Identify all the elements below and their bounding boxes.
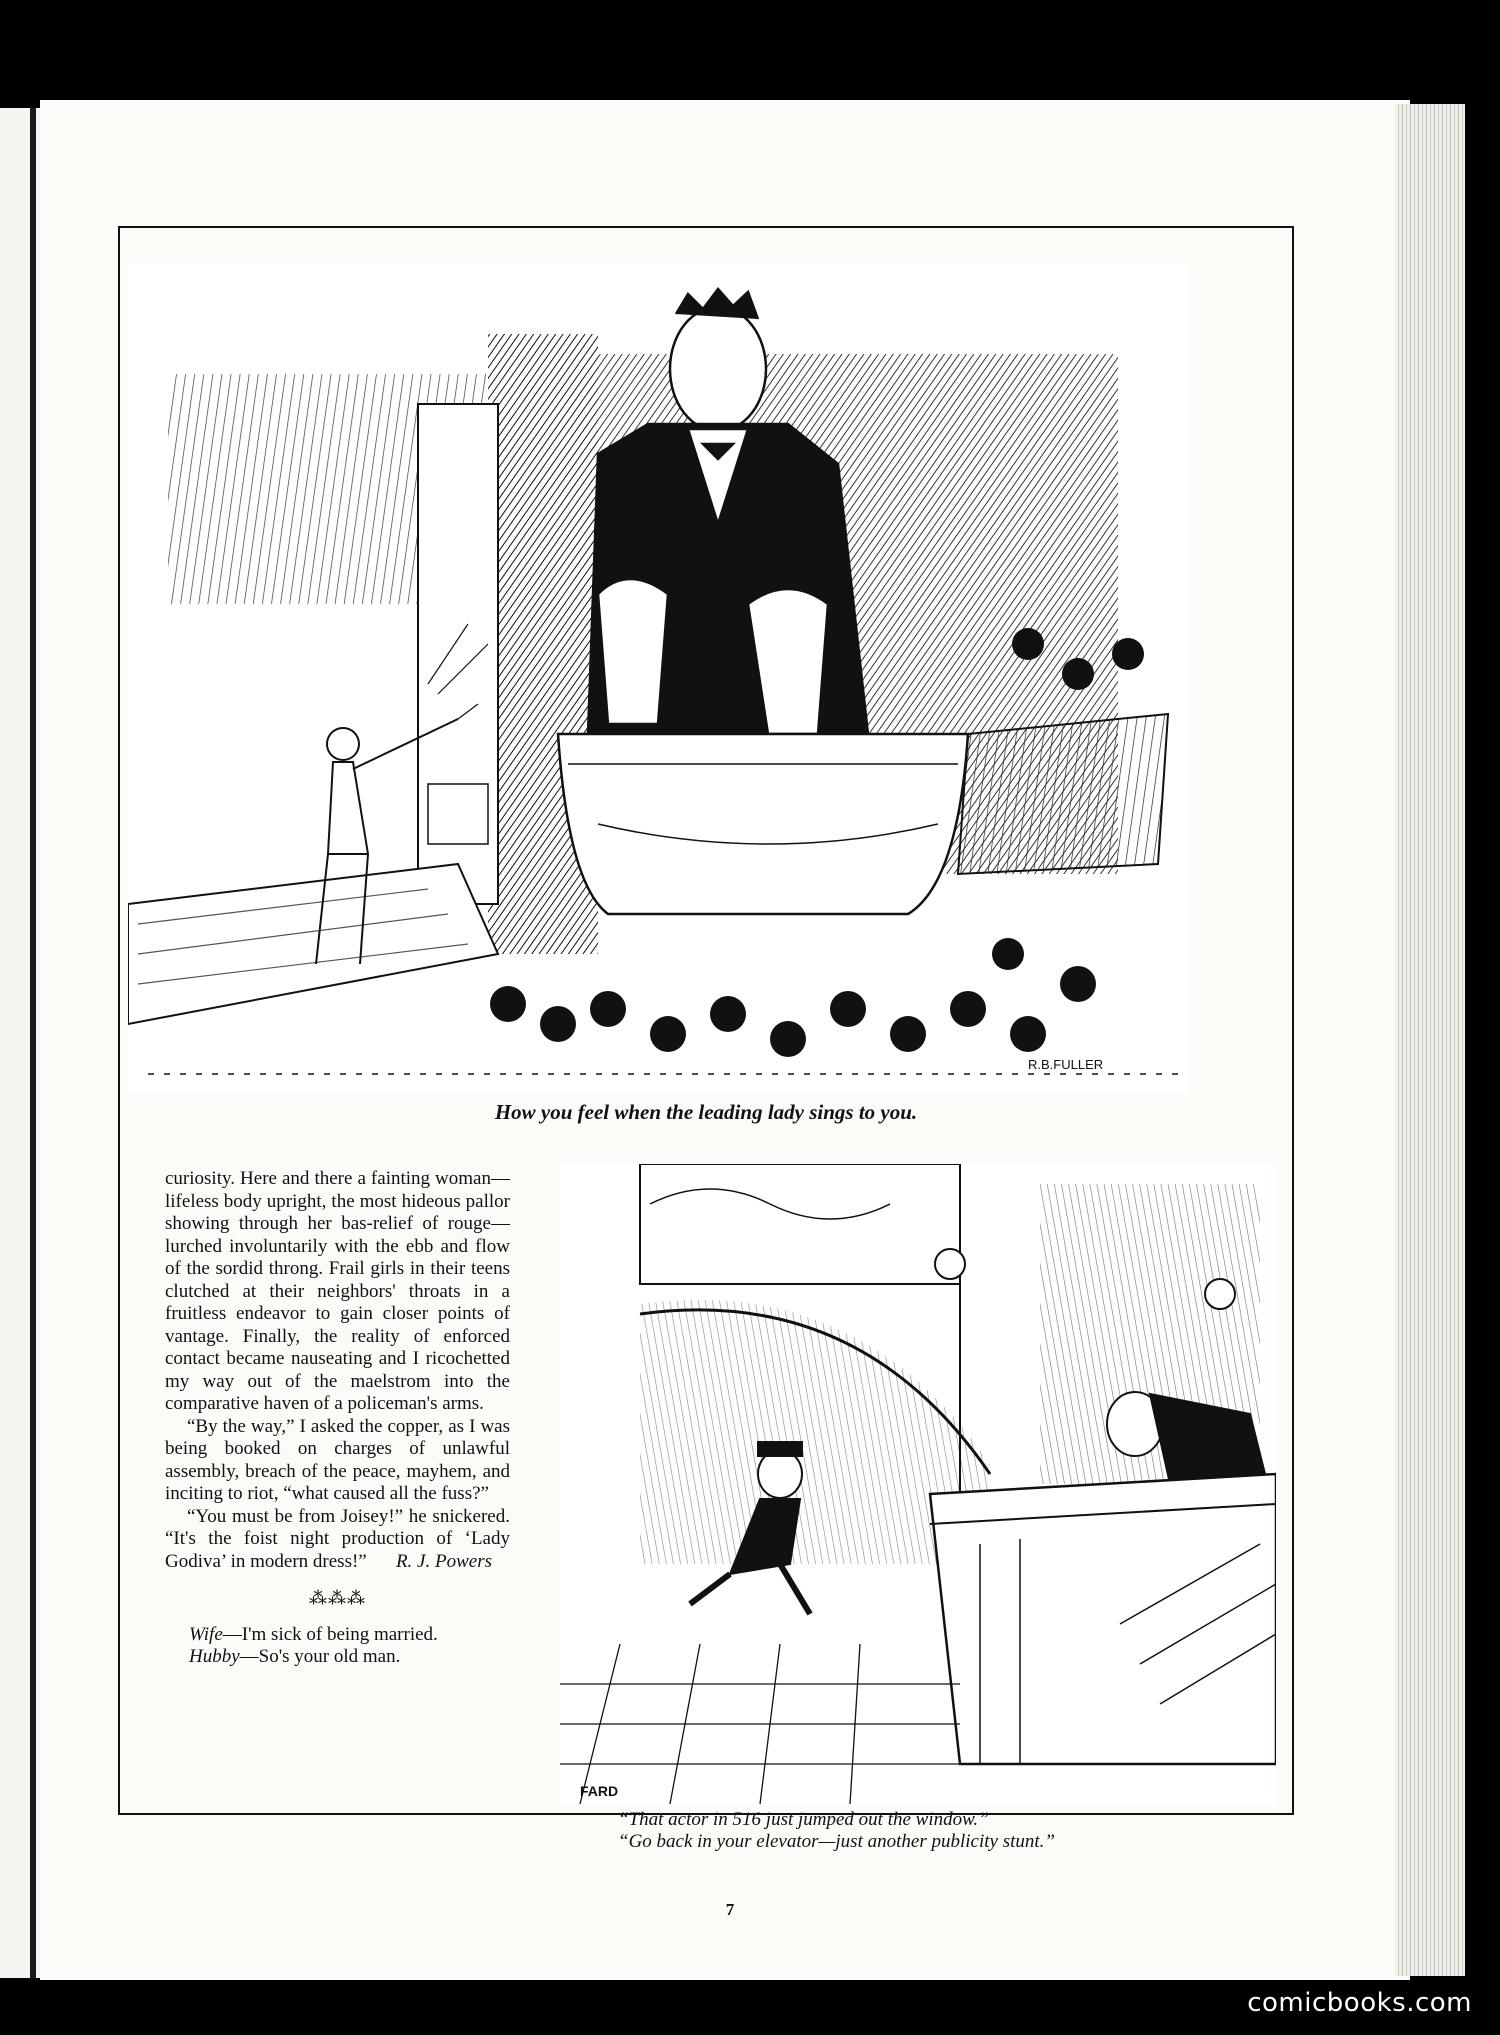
artist-signature-fuller: R.B.FULLER	[1028, 1057, 1104, 1072]
hotel-lobby-cartoon	[560, 1164, 1276, 1806]
theater-box-front	[558, 734, 968, 914]
bottom-cartoon-caption	[618, 1809, 1268, 1853]
joke-block	[165, 1624, 510, 1669]
facing-page-edge	[0, 108, 40, 1978]
ornate-ceiling	[640, 1164, 960, 1284]
joke-line	[189, 1624, 510, 1647]
page-stack-edges	[1395, 104, 1465, 1976]
checkered-floor	[560, 1644, 960, 1804]
page-number: 7	[725, 1900, 735, 1919]
proscenium-panel	[418, 404, 498, 904]
story-text-column	[165, 1168, 510, 1669]
section-asterism: ⁂⁂⁂	[309, 1588, 366, 1608]
stage-floor	[128, 864, 498, 1024]
wall-lamp	[1205, 1279, 1235, 1309]
second-box	[958, 714, 1168, 874]
joke-speaker: Hubby	[189, 1646, 240, 1667]
story-paragraph: “By the way,” I asked the copper, as I was being booked on charges of unlawful assembly, breach of the peace, mayhem, and inciting to riot, “what caused all the fuss?”	[165, 1415, 510, 1504]
caption-line: “That actor in 516 just jumped out the window.”	[618, 1809, 989, 1830]
author-byline: R. J. Powers	[395, 1550, 492, 1572]
story-paragraph-text: “You must be from Joisey!” he snickered. “It's the foist night production of ‘Lady Godiva’ in modern dress!”	[165, 1505, 510, 1572]
leading-lady-cartoon	[128, 264, 1188, 1094]
story-paragraph	[165, 1506, 510, 1574]
story-paragraph: curiosity. Here and there a fainting woman—lifeless body upright, the most hideous pallor showing through her bas-relief of rouge—lurched involuntarily with the ebb and flow of the sordid throng. Frail girls in their teens clutched at their neighbors' throats in a fruitless endeavor to gain closer points of vantage. Finally, the reality of enforced contact became nauseating and I ricochetted my way out of the maelstrom into the comparative haven of a policeman's arms.	[165, 1168, 510, 1414]
joke-text: —I'm sick of being married.	[222, 1623, 438, 1645]
joke-line	[189, 1646, 510, 1669]
reception-desk	[930, 1474, 1276, 1764]
caption-line: “Go back in your elevator—just another publicity stunt.”	[618, 1831, 1055, 1852]
joke-speaker: Wife	[189, 1623, 223, 1645]
artist-signature-fard: FARD	[580, 1783, 619, 1799]
joke-text: —So's your old man.	[239, 1646, 401, 1667]
top-cartoon-caption: How you feel when the leading lady sings to you.	[494, 1100, 918, 1124]
site-watermark: comicbooks.com	[1247, 1988, 1472, 2018]
